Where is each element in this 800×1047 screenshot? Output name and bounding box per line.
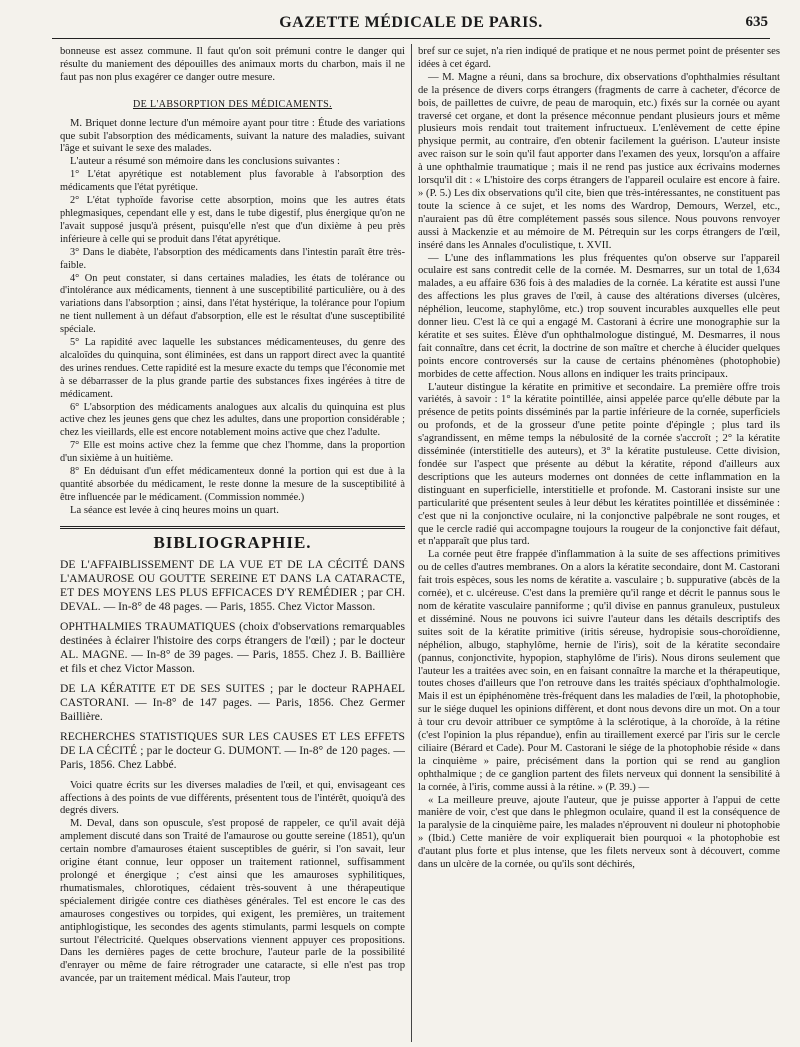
left-column — [60, 46, 405, 1041]
conclusion-item: 6° L'absorption des médicaments analogues aux alcalis du quinquina est plus active chez les jeunes gens que chez les adultes, dans une proportion considérable ; chez les vieillards, elle est encore notablement moins active que chez l'adulte. — [60, 401, 405, 439]
review-paragraph: M. Deval, dans son opuscule, s'est proposé de rappeler, ce qu'il avait déjà amplement discuté dans son Traité de l'amaurose ou goutte sereine (1851), qu'un certain nombre d'amauroses étaient susceptibles de guérir, si l'on savait, leur origine étant connue, leur opposer un traitement rationnel, suffisamment prolongé et énergique ; c'est ainsi que les amauroses syphilitiques, rhumatismales, chlorotiques, cédaient très-souvent à une thérapeutique spécialement dirigée contre ces diathèses générales. Tel est encore le cas des amauroses congestives ou torpides, qui exigent, les premières, un traitement antiphlogistique, les secondes des agents stimulants, parmi lesquels on compte surtout l'électricité. Quelques observations viennent appuyer ces propositions. Dans les dernières pages de cette brochure, l'auteur parle de la possibilité d'enrayer ou même de faire rétrograder une cataracte, si elle n'est pas trop avancée, par un traitement médical. Mais l'auteur, trop — [60, 818, 405, 985]
review-paragraph: — L'une des inflammations les plus fréquentes qu'on observe sur l'appareil oculaire est sans contredit celle de la cornée. M. Desmarres, sur un total de 1,634 malades, a eu affaire 636 fois à des maladies de la cornée. La kératite est aussi l'une des affections les plus graves de l'œil, à cause des altérations diverses (ulcères, néphélion, leucome, staphylôme, etc.) trop souvent incurables auxquelles elle peut donner lieu. C'est là ce qui a engagé M. Castorani à écrire une monographie sur la kératite et ses suites. Élève d'un ophthalmologue distingué, M. Desmarres, il nous fait connaître, dans cet écrit, la doctrine de son maître et cherche à élucider quelques points encore controversés sur la cause de certains phénomènes (photophobie) morbides de cette affection. Nous allons en indiquer les traits principaux. — [418, 252, 780, 380]
review-paragraph: La cornée peut être frappée d'inflammation à la suite de ses affections primitives ou de celles d'autres membranes. On a alors la kératite secondaire, dont M. Castorani fait trois espèces, sous les noms de kératite a. vasculaire ; b. suppurative (abcès de la cornée), et c. ulcéreuse. C'est dans la première qu'il range et décrit le pannus sous le nom de kératite vasculaire panniforme ; qu'il divise en pannus granuleux, pustuleux et disséminé. Nous ne pouvons ici suivre l'auteur dans les détails descriptifs des suites soit de la kératite primitive (iritis séreuse, hydropisie sous-choroïdienne, néphélion, albugo, staphylôme, hernie de l'iris), soit de la kératite secondaire (pannus, conjonctivite, hypopion, staphylôme de l'iris). Nous dirons seulement que l'auteur les a traitées avec soin, en en faisant connaître la marche et la thérapeutique, toutes choses d'ailleurs que l'on retrouve dans les traités spéciaux d'ophthalmologie. Mais il est un épiphénomène très-fréquent dans les maladies de l'œil, la photophobie, sur le siége duquel les opinions diffèrent, et dont nous devons dire un mot. On a tour à tour cru devoir attribuer ce symptôme à la sclérotique, à la choroïde, à la rétine (c'est l'opinion la plus répandue), enfin au tiraillement exercé par l'iris sur le cercle ciliaire (Bérard et Cade). Pour M. Castorani le siége de la photophobie réside « dans la cinquième » paire, précisément dans la portion qui se rend au ganglion ophthalmique ; de ce ganglion partent des filets nerveux qui donnent la sensibilité à la cornée, à l'iris, comme aussi à la rétine. » (P. 39.) — — [418, 549, 780, 793]
section-title: DE L'ABSORPTION DES MÉDICAMENTS. — [132, 98, 333, 110]
page-number: 635 — [745, 14, 768, 30]
right-column — [418, 46, 780, 1041]
conclusion-item: 4° On peut constater, si dans certaines maladies, les états de tolérance ou d'intolérance aux médicaments, tiennent à une susceptibilité particulière, ou à des variations dans l'absorption ; ainsi, dans l'état hystérique, la tolérance pour l'opium ne tient nullement à un défaut d'absorption, elle est le résultat d'une susceptibilité spéciale. — [60, 272, 405, 336]
paragraph: L'auteur a résumé son mémoire dans les conclusions suivantes : — [70, 156, 340, 168]
bibliography-heading: BIBLIOGRAPHIE. — [153, 532, 312, 552]
column-divider — [411, 44, 412, 1042]
closing-line: La séance est levée à cinq heures moins un quart. — [70, 504, 279, 516]
bibliography-entry: OPHTHALMIES TRAUMATIQUES (choix d'observations remarquables destinées à éclairer l'histoire des corps étrangers de l'œil) ; par le docteur AL. MAGNE. — In-8° de 39 pages. — Paris, 1855. Chez J. B. Baillière et fils et chez Victor Masson. — [60, 619, 405, 675]
conclusion-item: 5° La rapidité avec laquelle les substances médicamenteuses, du genre des alcaloïdes du quinquina, sont éliminées, est dans un rapport direct avec la quantité des urines rendues. Cette rapidité est la mesure exacte du temps que l'économie met à se débarrasser de la plus grande partie des substances fixes ingérées à titre de médicament. — [60, 337, 405, 400]
journal-title: GAZETTE MÉDICALE DE PARIS. — [279, 14, 543, 31]
conclusion-item: 7° Elle est moins active chez la femme que chez l'homme, dans la proportion d'un sixième à un huitième. — [60, 440, 405, 465]
paragraph: M. Briquet donne lecture d'un mémoire ayant pour titre : Étude des variations que subit l'absorption des médicaments, suivant la nature des maladies, suivant l'âge et suivant le sexe des malades. — [60, 117, 405, 155]
intro-paragraph: bonneuse est assez commune. Il faut qu'on soit prémuni contre le danger qui résulte du maniement des dépouilles des animaux morts du charbon, mais il ne faut pas non plus exagérer ce danger outre mesure. — [60, 46, 405, 83]
review-paragraph: Voici quatre écrits sur les diverses maladies de l'œil, et qui, envisageant ces affections à des points de vue différents, présentent tous de l'intérêt, quoiqu'à des degrés divers. — [60, 779, 405, 817]
section-divider — [60, 526, 405, 529]
review-paragraph: L'auteur distingue la kératite en primitive et secondaire. La première offre trois variétés, à savoir : 1° la kératite pointillée, ainsi appelée parce qu'elle débute par la présence de petits points disséminés par la partie inférieure de la cornée, superficiels ou profonds, et de la grosseur d'une petite pointe d'épingle ; plus tard ils s'agrandissent, en même temps la nébulosité de la cornée s'accroît ; 2° la kératite disséminée (interstitielle des auteurs), et 3° la kératite pustuleuse. Cette division, fondée sur l'aspect que présente au début la kératite, répond d'ailleurs aux descriptions que les auteurs modernes ont données de cette inflammation en la distinguant en superficielle, interstitielle et profonde. M. Castorani insiste sur une particularité que présentent seules à leur début les kératites pointillée et disséminée : c'est que ni la conjonctive oculaire, ni la conjonctive palpébrale ne sont rouges, et que le cercle radié qui accompagne toujours la rougeur de la conjonctive fait défaut, et n'apparaît que plus tard. — [418, 381, 780, 548]
review-paragraph: « La meilleure preuve, ajoute l'auteur, que je puisse apporter à l'appui de cette manière de voir, c'est que dans le phlegmon oculaire, quand il est la conséquence de la paralysie de la cinquième paire, les malades n'éprouvent ni douleur ni photophobie » (Ibid.) Cette manière de voir expliquerait bien pourquoi « la photophobie est d'autant plus forte et plus intense, que les filets nerveux sont à découvert, comme dans un ulcère de la cornée, ou qu'ils sont déchirés, — [418, 794, 780, 871]
bibliography-entry: DE LA KÉRATITE ET DE SES SUITES ; par le docteur RAPHAEL CASTORANI. — In-8° de 147 pages. — Paris, 1856. Chez Germer Baillière. — [60, 681, 405, 723]
page-header — [52, 14, 770, 39]
bibliography-entry: RECHERCHES STATISTIQUES SUR LES CAUSES ET LES EFFETS DE LA CÉCITÉ ; par le docteur G. DUMONT. — In-8° de 120 pages. — Paris, 1856. Chez Labbé. — [60, 729, 405, 771]
review-paragraph: — M. Magne a réuni, dans sa brochure, dix observations d'ophthalmies résultant de la présence de divers corps étrangers (fragments de carre à cacheter, d'écorce de bois, de paillettes de cuivre, de peau de maroquin, etc.) fixés sur la cornée ou ayant traversé cet organe, et dont la présence méconnue pendant plusieurs jours et même plusieurs mois rendait tout traitement infructueux. L'enlèvement de cette épine physique permit, au contraire, d'en obtenir facilement la guérison. L'auteur insiste avec raison sur le soin qu'il faut apporter dans l'examen des yeux, lorsqu'on a affaire à une ophthalmie traumatique ; mais il ne rend pas justice aux écrivains modernes lorsqu'il dit : « L'histoire des corps étrangers de l'appareil oculaire est encore à faire. » (P. 5.) Les dix observations qu'il cite, bien que très-intéressantes, ne constituent pas toute la science à ce sujet, et les noms des Wardrop, Demours, Werzel, etc., n'auraient pas dû être complétement passés sous silence. Nous pouvons renvoyer aussi à Mackenzie et au mémoire de M. Pétrequin sur les corps étrangers de l'œil, inséré dans les Annales d'oculistique, t. XVII. — [418, 71, 780, 251]
conclusion-item: 2° L'état typhoïde favorise cette absorption, moins que les autres états phlegmasiques, cependant elle y est, dans le tube digestif, plus énergique qu'on ne l'avait supposé jusqu'à présent, puisqu'elle n'est que d'un dixième à peu près inférieure à celle qui se produit dans l'état apyrétique. — [60, 195, 405, 245]
conclusion-item: 3° Dans le diabète, l'absorption des médicaments dans l'intestin paraît être très-faible. — [60, 246, 405, 271]
conclusion-item: 8° En déduisant d'un effet médicamenteux donné la portion qui est due à la quantité absorbée du médicament, le reste donne la mesure de la susceptibilité à être influencée par le médicament. (Commission nommée.) — [60, 466, 405, 503]
conclusion-item: 1° L'état apyrétique est notablement plus favorable à l'absorption des médicaments que l'état pyrétique. — [60, 169, 405, 194]
review-paragraph: bref sur ce sujet, n'a rien indiqué de pratique et ne nous permet point de présenter ses idées à cet égard. — [418, 46, 780, 70]
bibliography-entry: DE L'AFFAIBLISSEMENT DE LA VUE ET DE LA CÉCITÉ DANS L'AMAUROSE OU GOUTTE SEREINE ET DANS LA CATARACTE, ET DES MOYENS LES PLUS EFFICACES D'Y REMÉDIER ; par CH. DEVAL. — In-8° de 48 pages. — Paris, 1855. Chez Victor Masson. — [60, 557, 405, 613]
